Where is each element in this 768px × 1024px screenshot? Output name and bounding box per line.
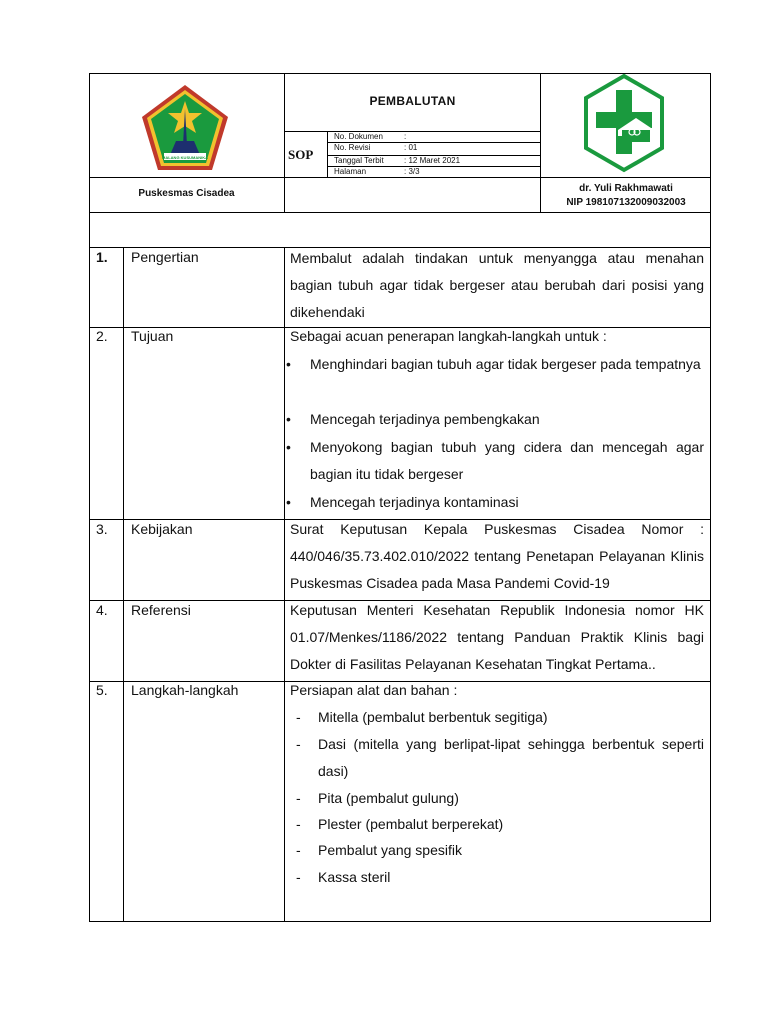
bullet-marker: • bbox=[286, 356, 291, 372]
row-5-intro: Persiapan alat dan bahan : bbox=[290, 682, 458, 698]
dash-marker: - bbox=[296, 790, 301, 806]
spacer-row bbox=[89, 212, 711, 248]
label-column-divider bbox=[284, 247, 285, 922]
row-4-text: Keputusan Menteri Kesehatan Republik Indonesia nomor HK 01.07/Menkes/1186/2022 tentang Panduan Praktik Klinis bagi Dokter di Fasilitas Pelayanan Kesehatan Tingkat Pertama.. bbox=[290, 602, 704, 672]
row-2-bullet-1: Menghindari bagian tubuh agar tidak bergeser pada tempatnya bbox=[310, 356, 701, 372]
bullet-marker: • bbox=[286, 439, 291, 455]
puskesmas-logo bbox=[582, 74, 666, 174]
meta-label-halaman: Halaman bbox=[334, 167, 367, 176]
row-2-bullet-4: Mencegah terjadinya kontaminasi bbox=[310, 494, 519, 510]
row-5-item-5: Pembalut yang spesifik bbox=[318, 842, 462, 858]
meta-value-dokumen: : bbox=[404, 132, 407, 141]
row-2-bullet-3: Menyokong bagian tubuh yang cidera dan mencegah agar bagian itu tidak bergeser bbox=[310, 439, 704, 482]
meta-label-dokumen: No. Dokumen bbox=[334, 132, 383, 141]
row-3-number: 3. bbox=[96, 521, 108, 537]
signer-nip: NIP 198107132009032003 bbox=[566, 197, 686, 208]
dash-marker: - bbox=[296, 709, 301, 725]
row-1-label: Pengertian bbox=[131, 249, 199, 265]
sop-label: SOP bbox=[288, 147, 314, 162]
organization-name: Puskesmas Cisadea bbox=[138, 188, 235, 199]
sop-divider bbox=[327, 131, 328, 177]
header-row-divider bbox=[89, 177, 711, 178]
signer-name: dr. Yuli Rakhmawati bbox=[579, 183, 673, 194]
row-5-label: Langkah-langkah bbox=[131, 682, 239, 698]
row-5-item-2: Dasi (mitella yang berlipat-lipat sehingga berbentuk seperti dasi) bbox=[318, 736, 704, 779]
signer-block bbox=[541, 182, 711, 210]
row-1-number: 1. bbox=[96, 249, 108, 265]
row-3-label: Kebijakan bbox=[131, 521, 193, 537]
row-5-item-1: Mitella (pembalut berbentuk segitiga) bbox=[318, 709, 548, 725]
row-2-number: 2. bbox=[96, 328, 108, 344]
dash-marker: - bbox=[296, 736, 301, 752]
dash-marker: - bbox=[296, 816, 301, 832]
row-4-number: 4. bbox=[96, 602, 108, 618]
city-emblem-logo bbox=[140, 83, 230, 173]
row-2-label: Tujuan bbox=[131, 328, 174, 344]
document-title: PEMBALUTAN bbox=[369, 94, 456, 108]
dash-marker: - bbox=[296, 869, 301, 885]
meta-label-revisi: No. Revisi bbox=[334, 143, 371, 152]
bullet-marker: • bbox=[286, 411, 291, 427]
row-1-text: Membalut adalah tindakan untuk menyangga atau menahan bagian tubuh agar tidak bergeser atau berubah dari posisi yang dikehendaki bbox=[290, 250, 704, 320]
row-3-text: Surat Keputusan Kepala Puskesmas Cisadea Nomor : 440/046/35.73.402.010/2022 tentang Penetapan Pelayanan Klinis Puskesmas Cisadea pada Masa Pandemi Covid-19 bbox=[290, 521, 704, 591]
title-divider bbox=[284, 131, 540, 132]
num-column-divider bbox=[123, 247, 124, 922]
row-5-item-4: Plester (pembalut berperekat) bbox=[318, 816, 504, 832]
emblem-text: MALANG KUSUMANIKA bbox=[162, 155, 208, 160]
row-5-item-3: Pita (pembalut gulung) bbox=[318, 790, 459, 806]
meta-value-halaman: : 3/3 bbox=[404, 167, 420, 176]
meta-label-tanggal: Tanggal Terbit bbox=[334, 156, 384, 165]
meta-value-revisi: : 01 bbox=[404, 143, 418, 152]
row-2-bullet-2: Mencegah terjadinya pembengkakan bbox=[310, 411, 540, 427]
bullet-marker: • bbox=[286, 494, 291, 510]
row-5-item-6: Kassa steril bbox=[318, 869, 391, 885]
dash-marker: - bbox=[296, 842, 301, 858]
meta-value-tanggal: : 12 Maret 2021 bbox=[404, 156, 461, 165]
row-2-intro: Sebagai acuan penerapan langkah-langkah untuk : bbox=[290, 328, 607, 344]
row-5-number: 5. bbox=[96, 682, 108, 698]
row-4-label: Referensi bbox=[131, 602, 191, 618]
